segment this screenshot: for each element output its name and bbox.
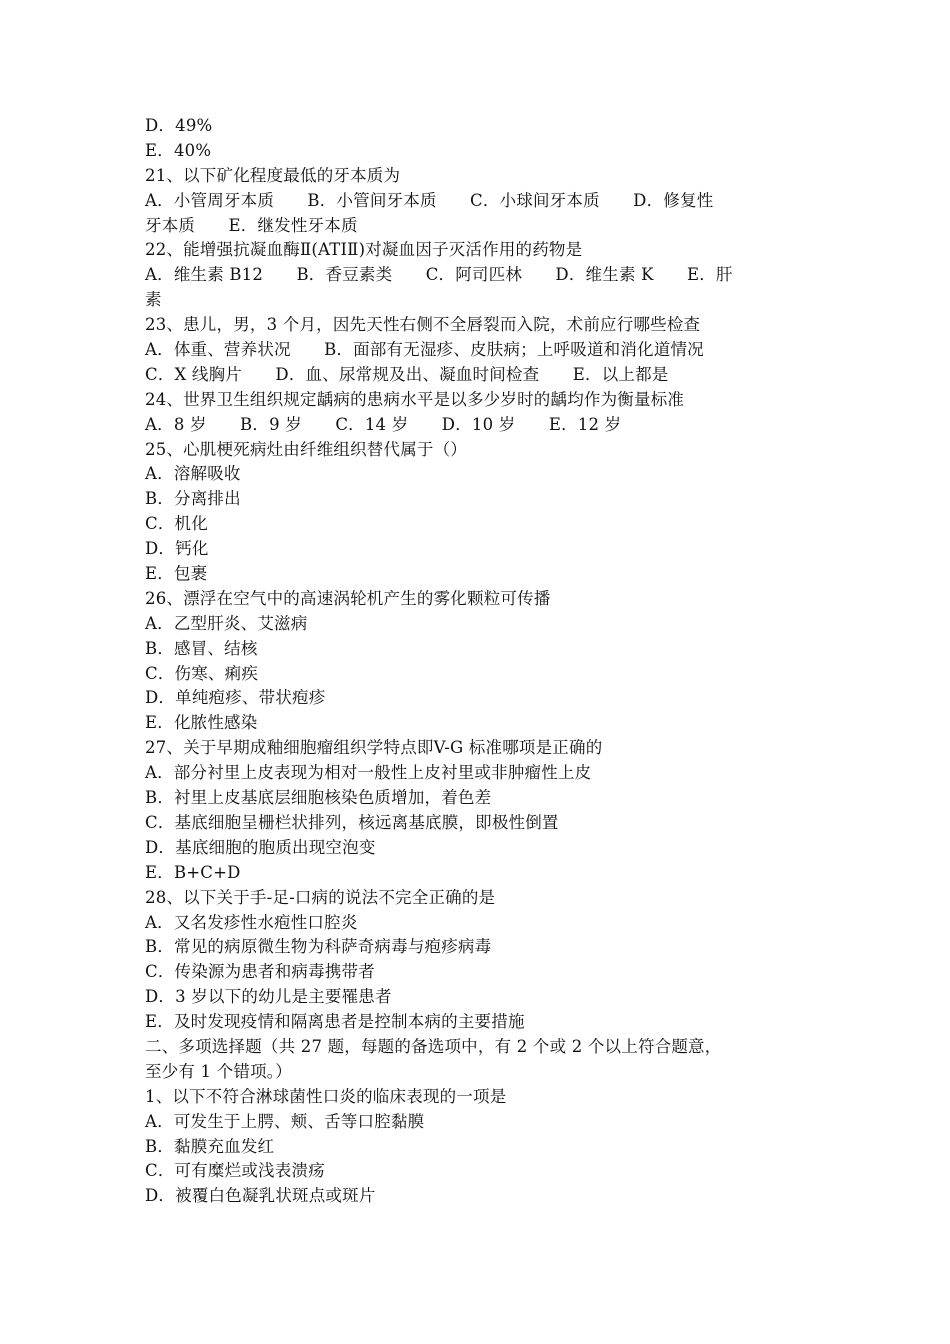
options-line: 素: [145, 290, 162, 310]
option-line: D．单纯疱疹、带状疱疹: [145, 688, 326, 708]
question-23: 23、患儿，男，3 个月，因先天性右侧不全唇裂而入院，术前应行哪些检查: [145, 315, 701, 335]
section-heading: 二、多项选择题（共 27 题，每题的备选项中，有 2 个或 2 个以上符合题意，: [145, 1036, 722, 1056]
question-21: 21、以下矿化程度最低的牙本质为: [145, 165, 401, 185]
option-line: A．可发生于上腭、颊、舌等口腔黏膜: [145, 1111, 425, 1131]
document-page: [145, 114, 810, 1209]
option-line: D．被覆白色凝乳状斑点或斑片: [145, 1186, 376, 1206]
question-28: 28、以下关于手-足-口病的说法不完全正确的是: [145, 887, 496, 907]
option-line: E．40%: [145, 140, 212, 160]
option-line: E．包裹: [145, 564, 208, 584]
question-25: 25、心肌梗死病灶由纤维组织替代属于（）: [145, 439, 467, 459]
options-line: 牙本质 E．继发性牙本质: [145, 215, 358, 235]
question-24: 24、世界卫生组织规定龋病的患病水平是以多少岁时的龋均作为衡量标准: [145, 389, 685, 409]
option-line: B．常见的病原微生物为科萨奇病毒与疱疹病毒: [145, 937, 492, 957]
option-line: A．乙型肝炎、艾滋病: [145, 613, 308, 633]
section-heading: 至少有 1 个错项。）: [145, 1061, 292, 1081]
option-line: D．3 岁以下的幼儿是主要罹患者: [145, 987, 392, 1007]
option-line: E．B+C+D: [145, 862, 241, 882]
options-line: A．小管周牙本质 B．小管间牙本质 C．小球间牙本质 D．修复性: [145, 190, 714, 210]
options-line: A．体重、营养状况 B．面部有无湿疹、皮肤病；上呼吸道和消化道情况: [145, 340, 704, 360]
option-line: D．49%: [145, 116, 213, 135]
option-line: E．化脓性感染: [145, 713, 258, 733]
option-line: C．传染源为患者和病毒携带者: [145, 962, 375, 982]
option-line: D．基底细胞的胞质出现空泡变: [145, 837, 376, 857]
option-line: B．分离排出: [145, 489, 241, 509]
option-line: A．溶解吸收: [145, 464, 241, 484]
question-22: 22、能增强抗凝血酶Ⅱ(ATIⅡ)对凝血因子灭活作用的药物是: [145, 240, 583, 260]
option-line: C．可有糜烂或浅表溃疡: [145, 1161, 325, 1181]
options-line: A．8 岁 B．9 岁 C．14 岁 D．10 岁 E．12 岁: [145, 414, 622, 434]
option-line: A．又名发疹性水疱性口腔炎: [145, 912, 358, 932]
question-26: 26、漂浮在空气中的高速涡轮机产生的雾化颗粒可传播: [145, 588, 551, 608]
option-line: C．机化: [145, 514, 208, 534]
option-line: E．及时发现疫情和隔离患者是控制本病的主要措施: [145, 1012, 525, 1032]
options-line: A．维生素 B12 B．香豆素类 C．阿司匹林 D．维生素 K E．肝: [145, 265, 733, 285]
options-line: C．X 线胸片 D．血、尿常规及出、凝血时间检查 E．以上都是: [145, 364, 669, 384]
option-line: C．基底细胞呈栅栏状排列，核远离基底膜，即极性倒置: [145, 812, 559, 832]
question-1: 1、以下不符合淋球菌性口炎的临床表现的一项是: [145, 1086, 507, 1106]
option-line: B．衬里上皮基底层细胞核染色质增加，着色差: [145, 788, 492, 808]
option-line: B．感冒、结核: [145, 638, 258, 658]
option-line: C．伤寒、痢疾: [145, 663, 259, 683]
question-27: 27、关于早期成釉细胞瘤组织学特点即V-G 标准哪项是正确的: [145, 738, 603, 758]
option-line: D．钙化: [145, 539, 209, 559]
option-line: A．部分衬里上皮表现为相对一般性上皮衬里或非肿瘤性上皮: [145, 763, 592, 783]
option-line: B．黏膜充血发红: [145, 1136, 275, 1156]
